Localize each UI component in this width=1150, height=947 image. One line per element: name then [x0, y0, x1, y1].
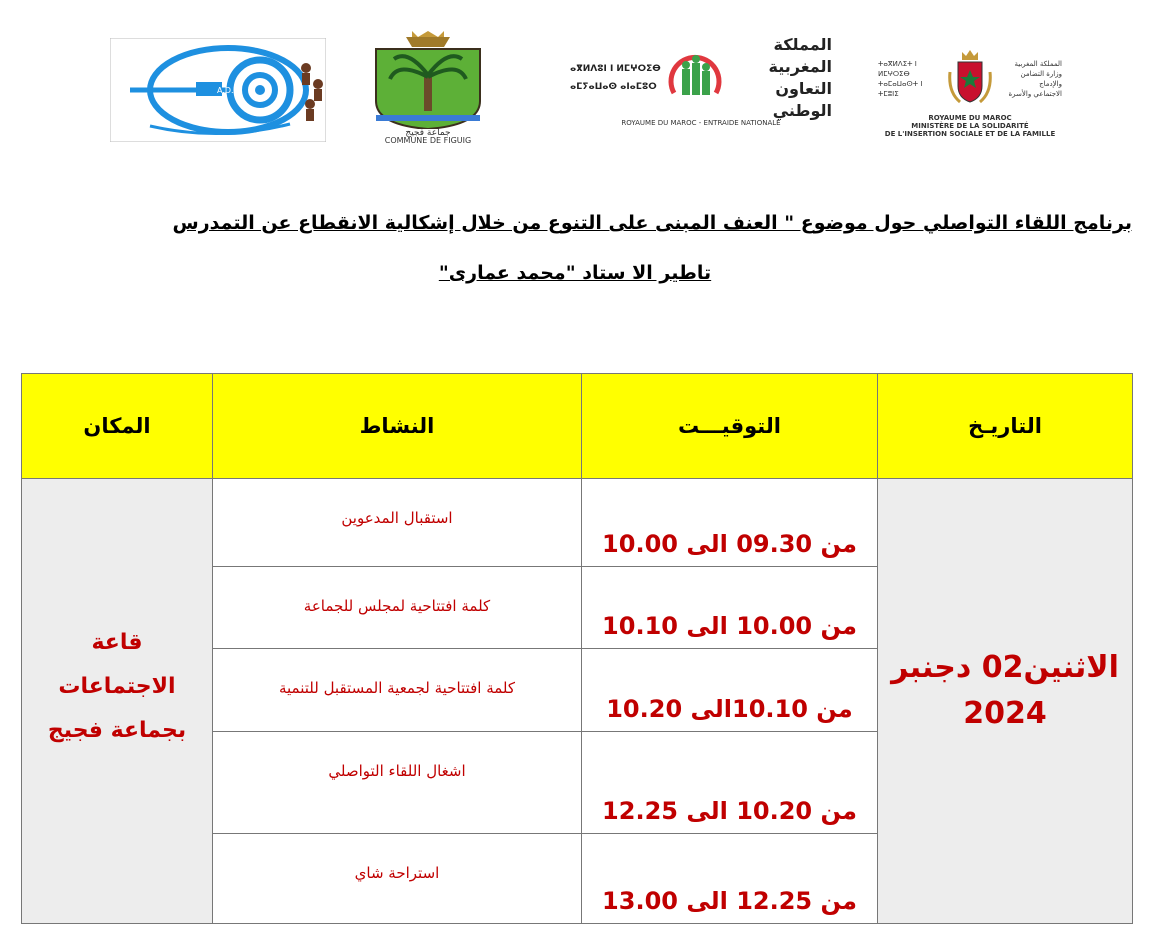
time-cell — [582, 567, 878, 649]
activity-cell: كلمة افتتاحية لمجلس للجماعة — [213, 567, 582, 649]
program-subtitle: تاطير الا ستاد "محمد عمارى" — [438, 262, 712, 284]
ministry-caption-1: ROYAUME DU MAROC — [928, 114, 1012, 122]
association-caption: A.D.A — [216, 86, 240, 95]
table-header-row — [22, 374, 1133, 479]
activity-cell: استقبال المدعوين — [213, 479, 582, 567]
table-row — [22, 479, 1133, 567]
date-line-1: الاثنين02 دجنبر — [891, 650, 1119, 685]
commune-caption-ar: جماعة فجيج — [405, 128, 451, 138]
date-line-2: 2024 — [963, 696, 1047, 731]
ministry-amazigh-text: ⵜⴰⴳⵍⴷⵉⵜ ⵏ ⵍⵎⵖⵔⵉⴱ ⵜⴰⵎⴰⵡⴰⵙⵜ ⵏ ⵜⵎⵓⵏⵉ — [878, 60, 923, 98]
entraide-name-line1: المملكة المغربية — [768, 35, 832, 76]
place-line-2: الاجتماعات — [58, 674, 176, 699]
column-header-place: المكان — [22, 374, 213, 479]
time-value: من 09.30 الى 10.00 — [602, 530, 857, 558]
time-cell — [582, 649, 878, 732]
activity-cell: اشغال اللقاء التواصلي — [213, 732, 582, 834]
time-value: من 12.25 الى 13.00 — [602, 887, 857, 915]
date-cell — [878, 479, 1133, 924]
time-value: من 10.20 الى 12.25 — [602, 797, 857, 825]
commune-caption-fr: COMMUNE DE FIGUIG — [384, 136, 472, 145]
activity-cell: استراحة شاي — [213, 834, 582, 924]
ministry-caption-2: MINISTÈRE DE LA SOLIDARITÉ — [911, 122, 1029, 130]
program-title: برنامج اللقاء التواصلي حول موضوع " العنف المبنى على التنوع من خلال إشكالية الانقطاع عن التمدرس — [172, 212, 1132, 234]
association-emblem-icon — [110, 38, 326, 142]
coat-of-arms-icon — [948, 48, 992, 110]
ministry-logo — [870, 36, 1070, 146]
entraide-emblem-icon — [666, 47, 724, 109]
time-cell — [582, 834, 878, 924]
place-line-3: بجماعة فجيج — [47, 718, 187, 743]
ministry-arabic-text: المملكة المغربية وزارة التضامن والإدماج الاجتماعي والأسرة — [1008, 60, 1062, 98]
place-cell — [22, 479, 213, 924]
place-line-1: قاعة — [91, 630, 143, 655]
entraide-name-line2: التعاون الوطني — [772, 79, 832, 120]
column-header-activity: النشاط — [213, 374, 582, 479]
time-value: من 10.00 الى 10.10 — [602, 612, 857, 640]
column-header-date: التاريـخ — [878, 374, 1133, 479]
commune-logo — [366, 26, 490, 148]
entraide-logo — [570, 35, 832, 130]
program-table — [21, 373, 1133, 924]
time-value: من 10.10الى 10.20 — [606, 695, 853, 723]
time-cell — [582, 732, 878, 834]
entraide-caption: ROYAUME DU MAROC - ENTRAIDE NATIONALE — [621, 119, 781, 127]
commune-shield-icon — [366, 29, 490, 129]
activity-cell: كلمة افتتاحية لجمعية المستقبل للتنمية — [213, 649, 582, 732]
association-logo — [110, 38, 326, 142]
amazigh-script-text: ⴰⴳⵍⴷⵓⵏ ⵏ ⵍⵎⵖⵔⵉⴱ ⴰⵎⵢⴰⵡⴰⵙ ⴰⵏⴰⵎⵓⵔ — [570, 64, 661, 92]
time-cell — [582, 479, 878, 567]
column-header-time: التوقيـــت — [582, 374, 878, 479]
ministry-caption-3: DE L'INSERTION SOCIALE ET DE LA FAMILLE — [884, 130, 1056, 138]
